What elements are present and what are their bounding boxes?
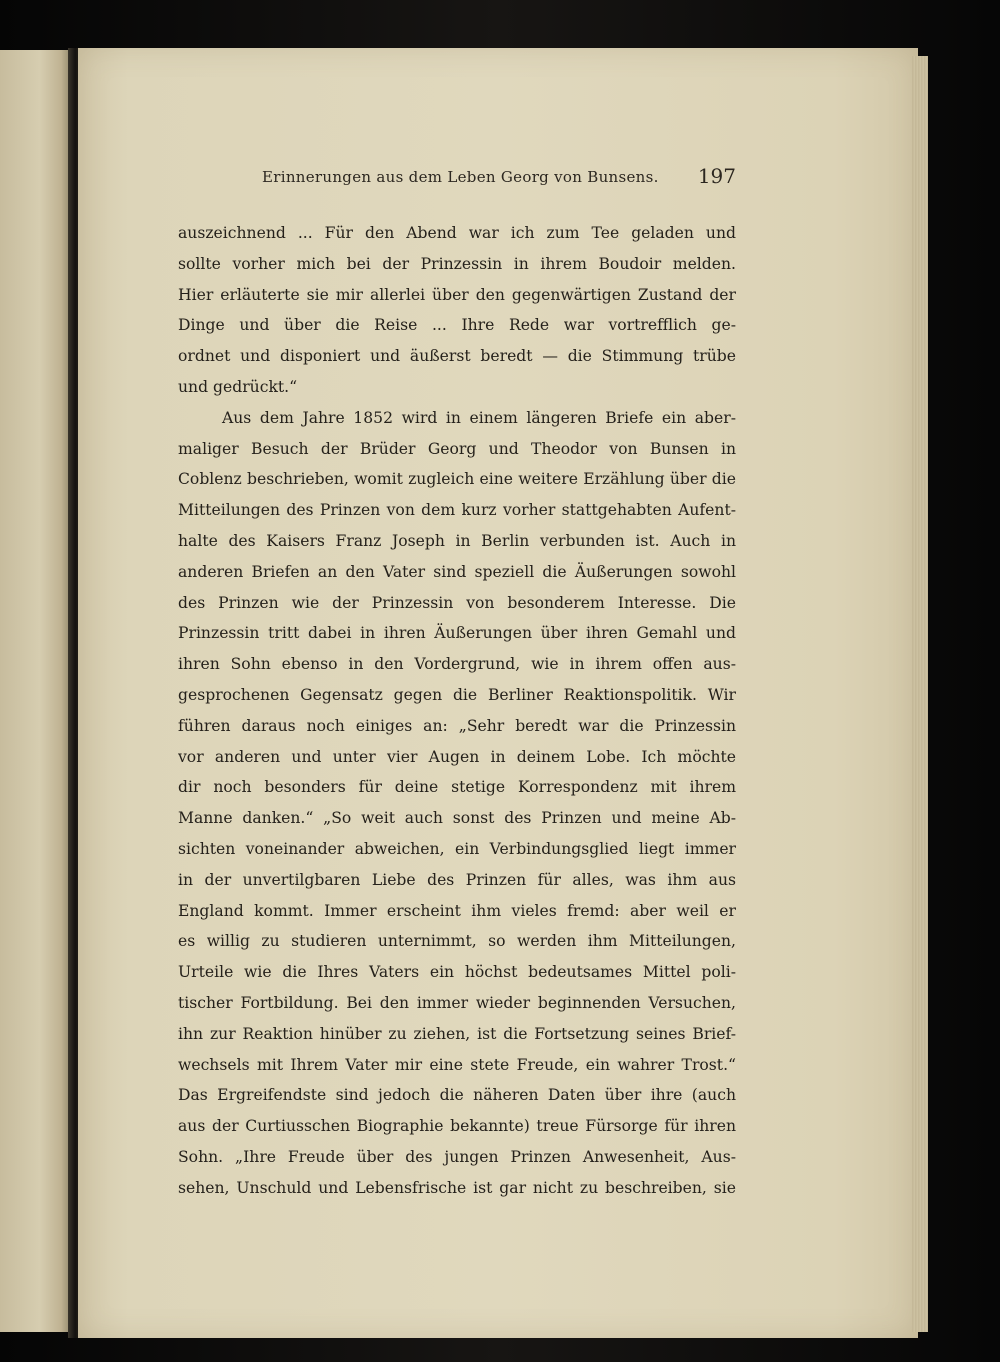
text-line: sollte vorher mich bei der Prinzessin in ihrem Boudoir melden. [178, 254, 736, 273]
page-header [262, 164, 742, 194]
text-line: führen daraus noch einiges an: „Sehr beredt war die Prinzessin [178, 716, 736, 735]
text-line: tischer Fortbildung. Bei den immer wieder beginnenden Versuchen, [178, 993, 736, 1012]
running-head: Erinnerungen aus dem Leben Georg von Bunsens. [262, 168, 659, 186]
text-line: halte des Kaisers Franz Joseph in Berlin verbunden ist. Auch in [178, 531, 736, 550]
text-line: sehen, Unschuld und Lebensfrische ist gar nicht zu beschreiben, sie [178, 1178, 736, 1197]
facing-page-edge [0, 50, 72, 1332]
text-line: dir noch besonders für deine stetige Korrespondenz mit ihrem [178, 778, 736, 797]
text-line: anderen Briefen an den Vater sind speziell die Äußerungen sowohl [178, 562, 736, 581]
page-block-edge [912, 56, 928, 1332]
text-line: es willig zu studieren unternimmt, so werden ihm Mitteilungen, [178, 932, 736, 951]
text-line: aus der Curtiusschen Biographie bekannte) treue Fürsorge für ihren [178, 1117, 736, 1136]
text-line: Das Ergreifendste sind jedoch die näheren Daten über ihre (auch [178, 1086, 736, 1105]
text-line: ihn zur Reaktion hinüber zu ziehen, ist die Fortsetzung seines Brief- [178, 1024, 736, 1043]
text-line: und gedrückt.“ [178, 377, 298, 396]
text-line: ihren Sohn ebenso in den Vordergrund, wie in ihrem offen aus- [178, 655, 736, 674]
text-line: vor anderen und unter vier Augen in deinem Lobe. Ich möchte [178, 747, 736, 766]
text-line: Coblenz beschrieben, womit zugleich eine weitere Erzählung über die [178, 470, 736, 489]
text-line: England kommt. Immer erscheint ihm vieles fremd: aber weil er [178, 901, 736, 920]
text-line: auszeichnend ... Für den Abend war ich zum Tee geladen und [178, 224, 736, 242]
text-line: Mitteilungen des Prinzen von dem kurz vorher stattgehabten Aufent- [178, 501, 736, 520]
text-line: Prinzessin tritt dabei in ihren Äußerungen über ihren Gemahl und [178, 624, 736, 643]
text-line: maliger Besuch der Brüder Georg und Theodor von Bunsen in [178, 439, 736, 458]
text-line: sichten voneinander abweichen, ein Verbindungsglied liegt immer [178, 839, 736, 858]
paragraph-start-line: Aus dem Jahre 1852 wird in einem längeren Briefe ein aber- [222, 408, 736, 427]
body-text [178, 218, 736, 1204]
text-line: in der unvertilgbaren Liebe des Prinzen für alles, was ihm aus [178, 870, 736, 889]
page-number: 197 [697, 164, 736, 188]
text-line: Hier erläuterte sie mir allerlei über den gegenwärtigen Zustand der [178, 285, 736, 304]
text-line: Urteile wie die Ihres Vaters ein höchst bedeutsames Mittel poli- [178, 963, 736, 982]
text-line: wechsels mit Ihrem Vater mir eine stete Freude, ein wahrer Trost.“ [178, 1055, 736, 1074]
text-line: ordnet und disponiert und äußerst beredt — die Stimmung trübe [178, 347, 736, 366]
text-line: Manne danken.“ „So weit auch sonst des Prinzen und meine Ab- [178, 809, 736, 828]
text-line: des Prinzen wie der Prinzessin von besonderem Interesse. Die [178, 593, 736, 612]
text-line: Sohn. „Ihre Freude über des jungen Prinzen Anwesenheit, Aus- [178, 1147, 736, 1166]
text-line: gesprochenen Gegensatz gegen die Berliner Reaktionspolitik. Wir [178, 685, 736, 704]
text-line: Dinge und über die Reise ... Ihre Rede war vortrefflich ge- [178, 316, 736, 335]
